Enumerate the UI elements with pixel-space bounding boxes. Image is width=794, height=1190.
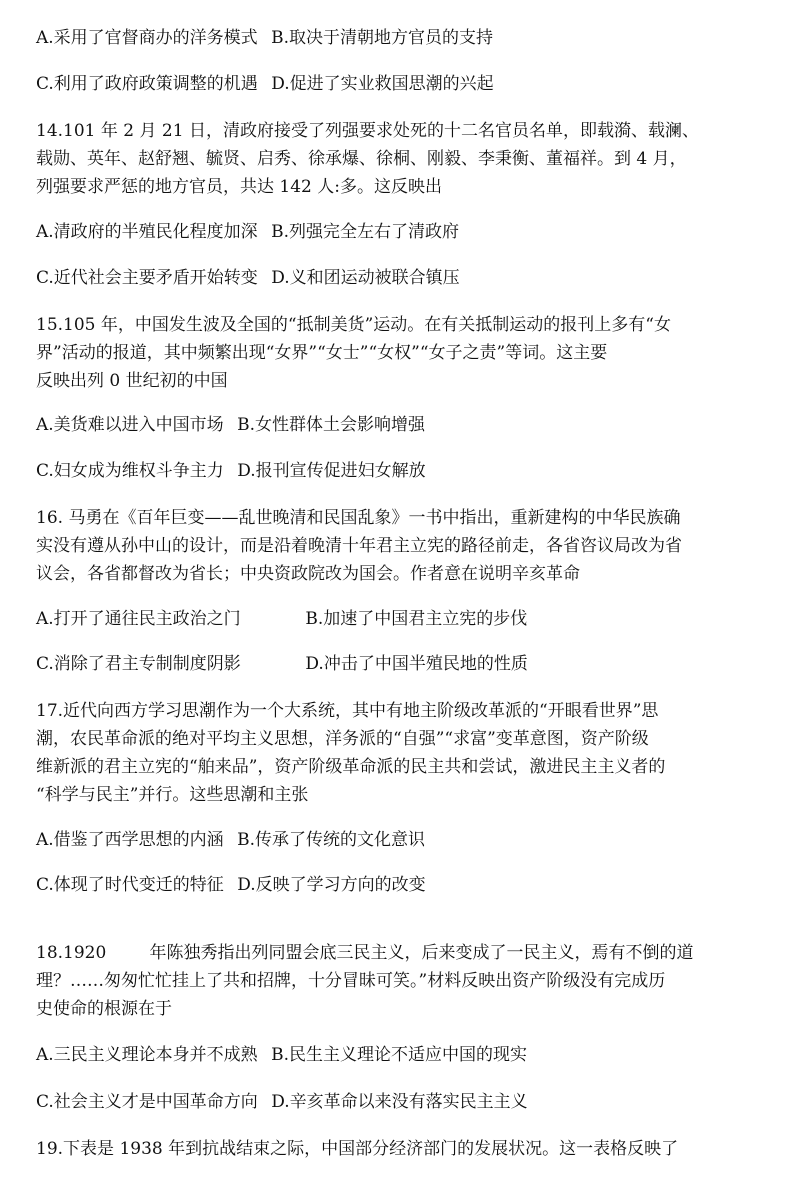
q17-option-row-ab: [36, 829, 425, 851]
q15-stem-line-2: 界”活动的报道，其中频繁出现“女界”“女士”“女权”“女子之责”等词。这主要: [36, 343, 608, 363]
q18-option-b: B.民生主义理论不适应中国的现实: [271, 1045, 527, 1065]
q14-option-b: B.列强完全左右了清政府: [271, 222, 459, 242]
q18-option-a: A.三民主义理论本身并不成熟: [36, 1045, 258, 1065]
q16-stem-line-3: 议会，各省都督改为省长；中央资政院改为国会。作者意在说明辛亥革命: [36, 564, 580, 584]
q17-option-b: B.传承了传统的文化意识: [237, 830, 425, 850]
q17-stem-line-4: “科学与民主”并行。这些思潮和主张: [36, 785, 309, 805]
q17-stem-line-1: 17.近代向西方学习思潮作为一个大系统，其中有地主阶级改革派的“开眼看世界”思: [36, 701, 659, 721]
q13-option-row-ab: [36, 27, 493, 49]
q17-stem-line-2: 潮，农民革命派的绝对平均主义思想，洋务派的“自强”“求富”变革意图，资产阶级: [36, 729, 649, 749]
q15-option-a: A.美货难以进入中国市场: [36, 415, 224, 435]
q14-option-row-ab: [36, 221, 459, 243]
q14-option-c: C.近代社会主要矛盾开始转变: [36, 268, 258, 288]
q13-option-c: C.利用了政府政策调整的机遇: [36, 74, 258, 94]
q16-option-b: B.加速了中国君主立宪的步伐: [305, 609, 528, 629]
q14-option-row-cd: [36, 267, 460, 289]
q16-option-d: D.冲击了中国半殖民地的性质: [305, 654, 528, 674]
q14-option-d: D.义和团运动被联合镇压: [271, 268, 460, 288]
q17-option-row-cd: [36, 874, 426, 896]
q14-option-a: A.清政府的半殖民化程度加深: [36, 222, 258, 242]
q13-option-row-cd: [36, 73, 494, 95]
q16-option-row-cd: [36, 653, 528, 675]
q16-stem-line-2: 实没有遵从孙中山的设计，而是沿着晚清十年君主立宪的路径前走，各省咨议局改为省: [36, 536, 682, 556]
q16-stem-line-1: 16. 马勇在《百年巨变——乱世晚清和民国乱象》一书中指出，重新建构的中华民族确: [36, 508, 681, 528]
q16-option-row-ab: [36, 608, 527, 630]
q17-option-c: C.体现了时代变迁的特征: [36, 875, 224, 895]
q15-stem-line-1: 15.105 年，中国发生波及全国的“抵制美货”运动。在有关抵制运动的报刊上多有“女: [36, 315, 671, 335]
q15-option-b: B.女性群体土会影响增强: [237, 415, 425, 435]
q18-stem-line-2: 理？……匆匆忙忙挂上了共和招牌，十分冒昧可笑。”材料反映出资产阶级没有完成历: [36, 971, 666, 991]
q13-option-b: B.取决于清朝地方官员的支持: [271, 28, 493, 48]
q15-option-row-ab: [36, 414, 425, 436]
q15-option-row-cd: [36, 460, 426, 482]
q17-stem-line-3: 维新派的君主立宪的“舶来品”，资产阶级革命派的民主共和尝试，激进民主主义者的: [36, 757, 666, 777]
q18-stem-line-3: 史使命的根源在于: [36, 999, 172, 1019]
q13-option-d: D.促进了实业救国思潮的兴起: [271, 74, 494, 94]
q18-option-d: D.辛亥革命以来没有落实民主主义: [271, 1092, 528, 1112]
q15-stem-line-3: 反映出列 0 世纪初的中国: [36, 371, 228, 391]
q18-option-row-cd: [36, 1091, 528, 1113]
q18-option-row-ab: [36, 1044, 527, 1066]
q16-option-c: C.消除了君主专制制度阴影: [36, 654, 241, 674]
q15-option-d: D.报刊宣传促进妇女解放: [237, 461, 426, 481]
q14-stem-line-1: 14.101 年 2 月 21 日，清政府接受了列强要求处死的十二名官员名单，即载漪、载澜、: [36, 121, 699, 141]
q17-option-a: A.借鉴了西学思想的内涵: [36, 830, 224, 850]
q17-option-d: D.反映了学习方向的改变: [237, 875, 426, 895]
q18-stem-line-1: 18.1920 年陈独秀指出列同盟会底三民主义，后来变成了一民主义，焉有不倒的道: [36, 943, 694, 963]
q15-option-c: C.妇女成为维权斗争主力: [36, 461, 224, 481]
q13-option-a: A.采用了官督商办的洋务模式: [36, 28, 258, 48]
q19-stem-line-1: 19.下表是 1938 年到抗战结束之际，中国部分经济部门的发展状况。这一表格反映了: [36, 1139, 679, 1159]
q18-option-c: C.社会主义才是中国革命方向: [36, 1092, 258, 1112]
q16-option-a: A.打开了通往民主政治之门: [36, 609, 241, 629]
q14-stem-line-3: 列强要求严惩的地方官员，共达 142 人:多。这反映出: [36, 177, 442, 197]
q14-stem-line-2: 载勋、英年、赵舒翘、毓贤、启秀、徐承爆、徐桐、刚毅、李秉衡、董福祥。到 4 月，: [36, 149, 687, 169]
